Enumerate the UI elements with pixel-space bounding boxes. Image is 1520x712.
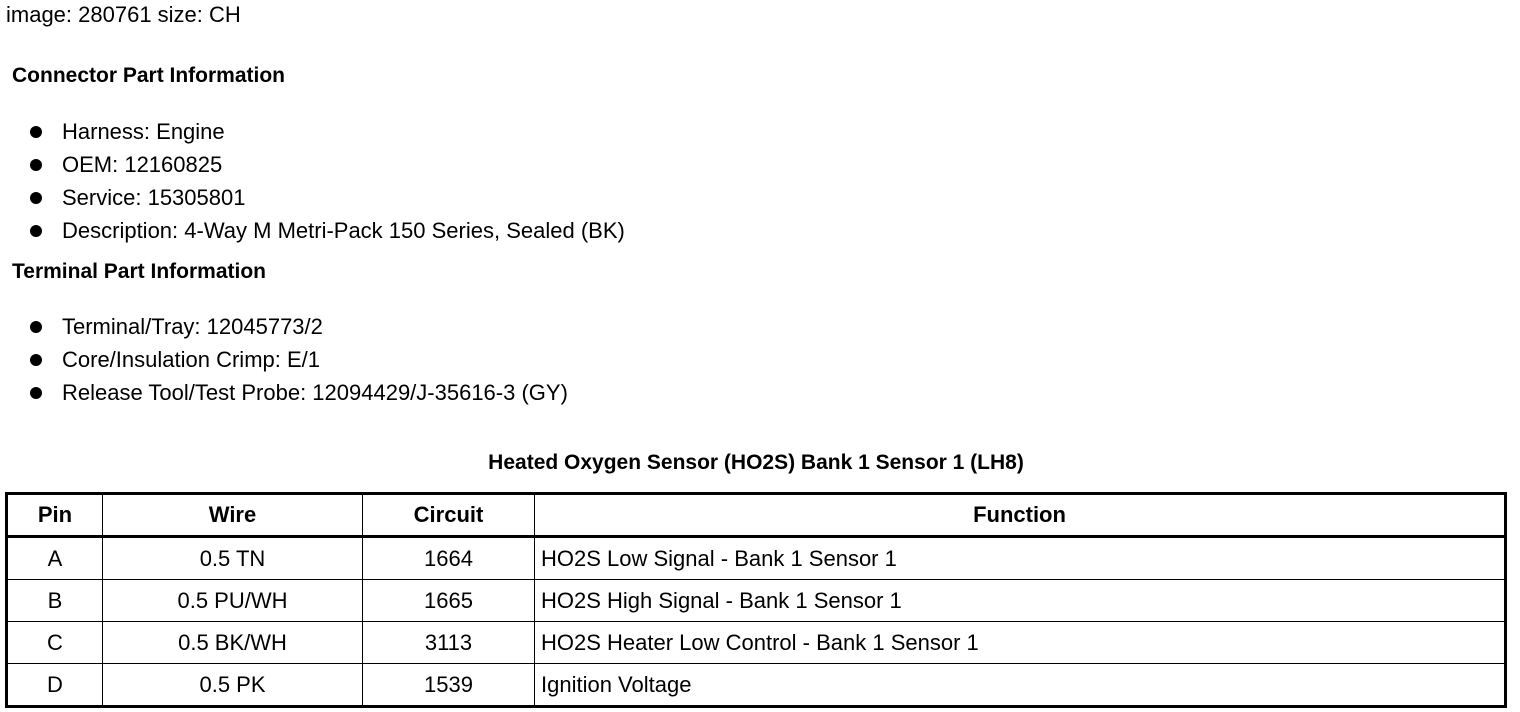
bullet-icon [30,387,42,399]
list-item [0,150,625,183]
pinout-table [5,492,1507,708]
function-cell: HO2S Heater Low Control - Bank 1 Sensor 1 [535,622,1506,664]
service-text: Service: 15305801 [62,185,246,210]
table-row [7,580,1506,622]
bullet-icon [30,159,42,171]
pin-cell: C [7,622,103,664]
list-item [0,378,568,411]
terminal-tray-text: Terminal/Tray: 12045773/2 [62,314,323,339]
function-cell: HO2S High Signal - Bank 1 Sensor 1 [535,580,1506,622]
wire-cell: 0.5 PK [103,664,363,707]
column-header-function: Function [535,494,1506,537]
release-tool-text: Release Tool/Test Probe: 12094429/J-35616-3 (GY) [62,380,568,405]
connector-heading: Connector Part Information [12,64,286,87]
list-item [0,312,568,345]
circuit-cell: 1665 [363,580,535,622]
column-header-pin: Pin [7,494,103,537]
table-row [7,537,1506,580]
harness-text: Harness: Engine [62,119,225,144]
terminal-heading: Terminal Part Information [12,260,266,283]
table-header-row [7,494,1506,537]
column-header-circuit: Circuit [363,494,535,537]
table-row [7,664,1506,707]
crimp-text: Core/Insulation Crimp: E/1 [62,347,320,372]
bullet-icon [30,192,42,204]
list-item [0,183,625,216]
table-row [7,622,1506,664]
terminal-info-list [0,312,568,411]
list-item [0,345,568,378]
connector-info-list [0,117,625,249]
bullet-icon [30,321,42,333]
wire-cell: 0.5 PU/WH [103,580,363,622]
bullet-icon [30,354,42,366]
description-text: Description: 4-Way M Metri-Pack 150 Series, Sealed (BK) [62,218,625,243]
function-cell: HO2S Low Signal - Bank 1 Sensor 1 [535,537,1506,580]
bullet-icon [30,225,42,237]
wire-cell: 0.5 TN [103,537,363,580]
list-item [0,216,625,249]
pin-cell: A [7,537,103,580]
circuit-cell: 1539 [363,664,535,707]
list-item [0,117,625,150]
pin-cell: D [7,664,103,707]
image-label: image: 280761 size: CH [6,2,241,27]
circuit-cell: 3113 [363,622,535,664]
function-cell: Ignition Voltage [535,664,1506,707]
pin-cell: B [7,580,103,622]
table-caption: Heated Oxygen Sensor (HO2S) Bank 1 Sensor 1 (LH8) [488,451,1024,474]
oem-text: OEM: 12160825 [62,152,223,177]
circuit-cell: 1664 [363,537,535,580]
wire-cell: 0.5 BK/WH [103,622,363,664]
bullet-icon [30,126,42,138]
column-header-wire: Wire [103,494,363,537]
